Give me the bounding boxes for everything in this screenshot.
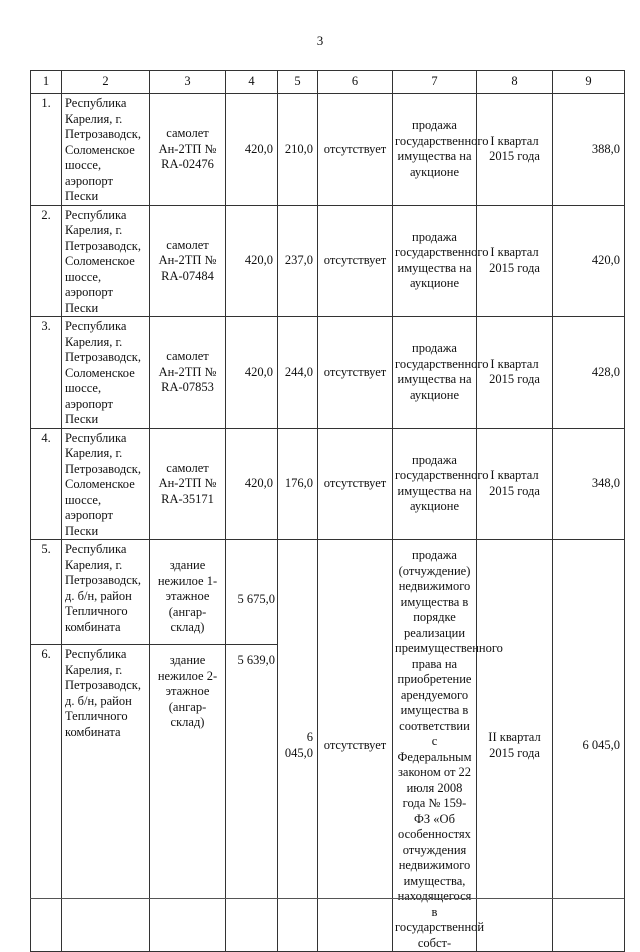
row-number: 2. (31, 205, 62, 317)
period-cell: I квартал 2015 года (477, 94, 553, 206)
object-cell: самолет Ан-2ТП № RA-07484 (150, 205, 226, 317)
col4-value: 5 675,0 (226, 540, 278, 645)
header-col-2: 2 (62, 71, 150, 94)
col5-value: 210,0 (278, 94, 318, 206)
sale-method-cell: продажа государственного имущества на аукционе (393, 94, 477, 206)
row-number: 1. (31, 94, 62, 206)
object-cell: здание нежилое 2-этажное (ангар-склад) (150, 645, 226, 952)
table-row (31, 205, 625, 317)
col5-value: 237,0 (278, 205, 318, 317)
col9-value: 420,0 (553, 205, 625, 317)
row-number: 5. (31, 540, 62, 645)
object-cell: самолет Ан-2ТП № RA-35171 (150, 428, 226, 540)
page-bottom-rule (30, 898, 624, 899)
col4-value: 420,0 (226, 205, 278, 317)
object-cell: самолет Ан-2ТП № RA-02476 (150, 94, 226, 206)
header-col-8: 8 (477, 71, 553, 94)
period-cell: I квартал 2015 года (477, 428, 553, 540)
address-cell: Республика Карелия, г. Петрозаводск, д. б/н, район Тепличного комбината (62, 645, 150, 952)
sale-method-cell: продажа государственного имущества на аукционе (393, 317, 477, 429)
table-row (31, 428, 625, 540)
encumbrance-cell: отсутствует (318, 428, 393, 540)
encumbrance-cell: отсутствует (318, 205, 393, 317)
address-cell: Республика Карелия, г. Петрозаводск, Соломенское шоссе, аэропорт Пески (62, 94, 150, 206)
period-cell: I квартал 2015 года (477, 317, 553, 429)
row-number: 4. (31, 428, 62, 540)
col4-value: 420,0 (226, 317, 278, 429)
sale-method-merged-cell: продажа (отчуждение) недвижимого имущества в порядке реализации преимущественного права на приобретение арендуемого имущества в соответствии с Федеральным законом от 22 июля 2008 года № 159-ФЗ «Об особенностях отчуждения недвижимого имущества, находящегося в государственной собст- (393, 540, 477, 952)
row-number: 3. (31, 317, 62, 429)
period-cell: I квартал 2015 года (477, 205, 553, 317)
period-merged-cell: II квартал 2015 года (477, 540, 553, 952)
header-col-1: 1 (31, 71, 62, 94)
header-row (31, 71, 625, 94)
col9-value: 388,0 (553, 94, 625, 206)
table-row (31, 540, 625, 645)
sale-method-cell: продажа государственного имущества на аукционе (393, 205, 477, 317)
object-cell: самолет Ан-2ТП № RA-07853 (150, 317, 226, 429)
page-number: 3 (316, 33, 324, 48)
header-col-6: 6 (318, 71, 393, 94)
property-table (30, 70, 625, 952)
col5-value: 244,0 (278, 317, 318, 429)
col5-value: 176,0 (278, 428, 318, 540)
encumbrance-cell: отсутствует (318, 317, 393, 429)
header-col-5: 5 (278, 71, 318, 94)
col4-value: 420,0 (226, 428, 278, 540)
sale-method-cell: продажа государственного имущества на аукционе (393, 428, 477, 540)
address-cell: Республика Карелия, г. Петрозаводск, Соломенское шоссе, аэропорт Пески (62, 428, 150, 540)
header-col-9: 9 (553, 71, 625, 94)
header-col-4: 4 (226, 71, 278, 94)
object-cell: здание нежилое 1-этажное (ангар-склад) (150, 540, 226, 645)
address-cell: Республика Карелия, г. Петрозаводск, Соломенское шоссе, аэропорт Пески (62, 317, 150, 429)
header-col-7: 7 (393, 71, 477, 94)
encumbrance-cell: отсутствует (318, 94, 393, 206)
col4-value: 5 639,0 (226, 645, 278, 952)
col9-value: 428,0 (553, 317, 625, 429)
col4-value: 420,0 (226, 94, 278, 206)
col9-value: 348,0 (553, 428, 625, 540)
encumbrance-merged-cell: отсутствует (318, 540, 393, 952)
table-row (31, 317, 625, 429)
col5-merged-value: 6 045,0 (278, 540, 318, 952)
address-cell: Республика Карелия, г. Петрозаводск, Соломенское шоссе, аэропорт Пески (62, 205, 150, 317)
table-row (31, 94, 625, 206)
address-cell: Республика Карелия, г. Петрозаводск, д. б/н, район Тепличного комбината (62, 540, 150, 645)
row-number: 6. (31, 645, 62, 952)
col9-merged-value: 6 045,0 (553, 540, 625, 952)
header-col-3: 3 (150, 71, 226, 94)
